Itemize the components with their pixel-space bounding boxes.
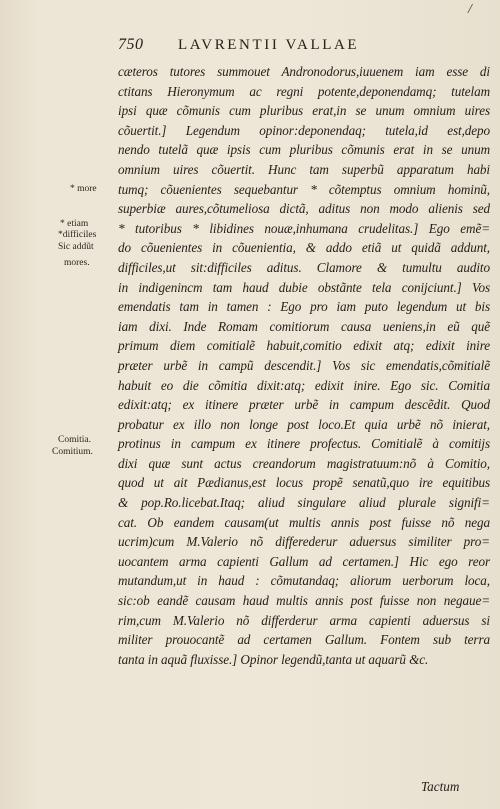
text-line: militer prouocantẽ ad certamen Gallum. Fontem sub terra (118, 632, 490, 648)
page-header (0, 36, 500, 58)
text-line: rim,cum M.Valerio nõ differderur arma capienti aduersus si (118, 612, 490, 628)
margin-note-comitium: Comitium. (52, 447, 93, 457)
text-line: cat. Ob eandem causam(ut multis annis post fuisse nõ nega (118, 514, 490, 530)
margin-note-comitia: Comitia. (58, 435, 91, 445)
text-line: ctitans Hieronymum ac regni potente,deponendamq; tutelam (118, 83, 490, 99)
margin-note-difficiles: *difficiles (58, 230, 97, 240)
text-line: cæteros tutores summouet Andronodorus,iuuenem iam esse di (118, 64, 490, 79)
catchword: Tactum (421, 779, 460, 794)
text-line: quod ut ait Pædianus,est locus propẽ senatũ,quo ire equitibus (118, 475, 490, 491)
text-line: uocantem arma capienti Gallum ad certamen.] Hic ego reor (118, 553, 490, 569)
text-line: mutandum,ut in haud : cõmutandaq; aliorum uerborum loca, (118, 573, 490, 589)
text-line: difficiles,ut sit:difficiles aditus. Clamore & tumultu audito (118, 259, 490, 275)
text-line: ipsi quæ cõmunis cum pluribus erat,in se unum omnium uires (118, 103, 490, 119)
text-line: sic:ob eandẽ causam haud multis annis post fuisse non negaue= (118, 593, 490, 609)
text-line: emendatis tam in tamen : Ego pro iam puto legendum ut bis (118, 299, 490, 315)
text-line: ucrim)cum M.Valerio nõ differederur aduersus similiter pro= (118, 534, 490, 550)
text-line: probatur ex illo non longe post loco.Et quia urbẽ nõ inierat, (118, 416, 490, 432)
text-line: nendo tutelã quæ ipsis cum pluribus cõmunis erat in se unum (118, 142, 490, 158)
running-head: LAVRENTII VALLAE (178, 37, 360, 53)
text-line: do cõuenientes in cõuenientia, & addo etiã ut quidã addunt, (118, 240, 490, 256)
text-line: dixi quæ sunt actus creandorum magistratuum:nõ à Comitio, (118, 455, 490, 471)
text-line: cõuertit.] Legendum opinor:deponendaq; tutela,id est,depo (118, 122, 490, 138)
text-line: in indigenincm tam haud dubie obstãnte tela conijciunt.] Vos (118, 279, 490, 295)
corner-mark: / (468, 2, 472, 17)
text-line: primum diem comitialẽ habuit,comitio edixit atq; edixit inire (118, 338, 490, 354)
margin-note-sic-addunt: Sic addũt (58, 242, 94, 252)
page-number: 750 (118, 36, 144, 53)
margin-note-mores: mores. (64, 258, 90, 268)
margin-note-etiam: * etiam (60, 219, 89, 229)
text-line: omnium uires cõuertit. Hunc tam superbũ apparatum habi (118, 161, 490, 177)
text-line: superbiæ aures,cõtumeliosa dictã, aditus non modo alienis sed (118, 201, 490, 217)
text-line: edixit:atq; ex itinere præter urbẽ in campum descẽdit. Quod (118, 397, 490, 413)
text-line: habuit eo die cõmitia dixit:atq; edixit inire. Ego sic. Comitia (118, 377, 490, 393)
text-line: iam dixi. Inde Romam comitiorum causa ueniens,in eũ quẽ (118, 318, 490, 334)
text-line: protinus in campum ex itinere profectus. Comitialẽ à comitijs (118, 436, 490, 452)
text-line: præter urbẽ in campũ descendit.] Vos sic emendatis,cõmitialẽ (118, 357, 490, 373)
text-line: tumq; cõuenientes sequebantur * cõtemptus omnium hominũ, (118, 181, 490, 197)
margin-note-more: * more (70, 184, 97, 194)
text-line: tanta in aquã fluxisse.] Opinor legendũ,tanta ut aquarũ &c. (118, 651, 429, 667)
text-line: * tutoribus * libidines nouæ,inhumana crudelitas.] Ego emẽ= (118, 220, 490, 236)
text-line: & pop.Ro.licebat.Itaq; aliud singulare aliud plurale signifi= (118, 495, 490, 511)
body-text (118, 62, 490, 669)
